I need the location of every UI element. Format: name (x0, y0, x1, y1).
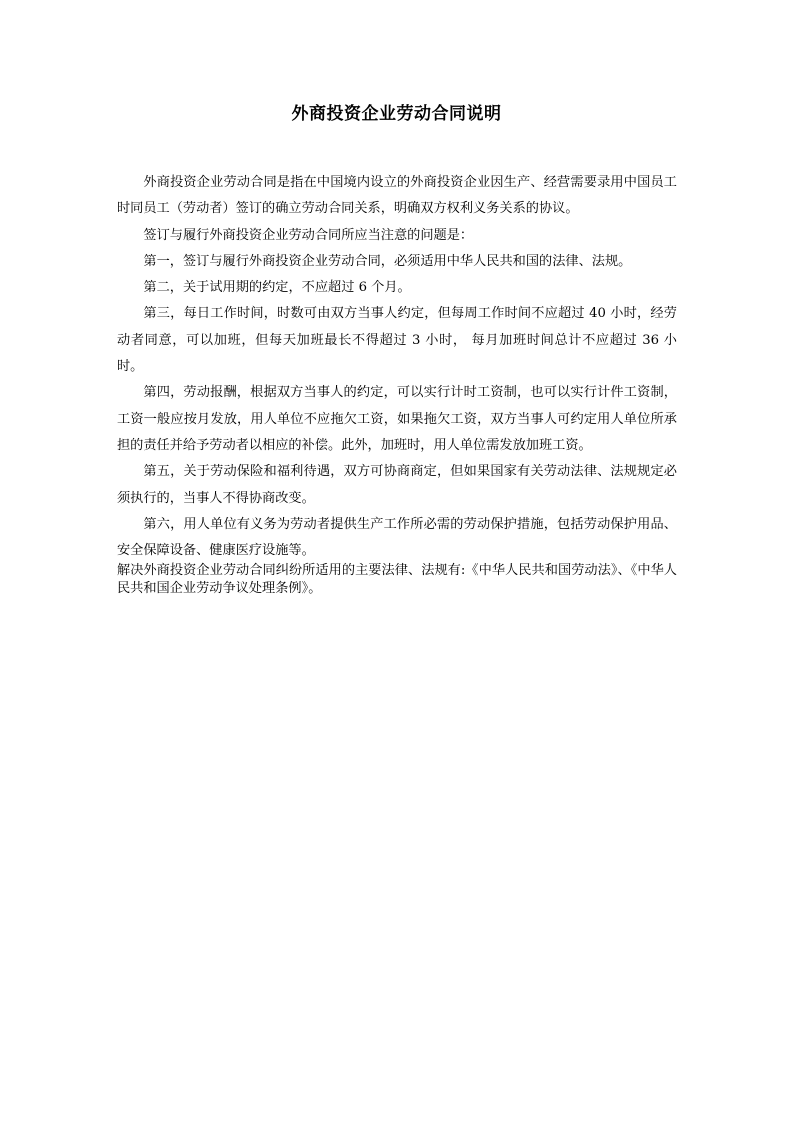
document-body (117, 170, 677, 598)
paragraph-third: 第三，每日工作时间，时数可由双方当事人约定，但每周工作时间不应超过 40 小时，经劳动者同意，可以加班，但每天加班最长不得超过 3 小时， 每月加班时间总计不应超过 36 小时。 (117, 306, 677, 375)
paragraph-first: 第一，签订与履行外商投资企业劳动合同，必须适用中华人民共和国的法律、法规。 (143, 253, 632, 269)
paragraph-fifth: 第五，关于劳动保险和福利待遇，双方可协商商定，但如果国家有关劳动法律、法规规定必须执行的，当事人不得协商改变。 (117, 464, 677, 506)
paragraph-applicable-laws: 解决外商投资企业劳动合同纠纷所适用的主要法律、法规有:《中华人民共和国劳动法》、《中华人民共和国企业劳动争议处理条例》。 (117, 563, 677, 597)
document-title: 外商投资企业劳动合同说明 (291, 104, 502, 124)
paragraph-second: 第二，关于试用期的约定，不应超过 6 个月。 (143, 280, 411, 296)
paragraph-issues-intro: 签订与履行外商投资企业劳动合同所应当注意的问题是： (143, 227, 474, 243)
paragraph-sixth: 第六，用人单位有义务为劳动者提供生产工作所必需的劳动保护措施，包括劳动保护用品、安全保障设备、健康医疗设施等。 (117, 516, 677, 559)
paragraph-definition: 外商投资企业劳动合同是指在中国境内设立的外商投资企业因生产、经营需要录用中国员工时同员工（劳动者）签订的确立劳动合同关系，明确双方权利义务关系的协议。 (117, 175, 677, 217)
paragraph-fourth: 第四，劳动报酬，根据双方当事人的约定，可以实行计时工资制，也可以实行计件工资制，工资一般应按月发放，用人单位不应拖欠工资，如果拖欠工资，双方当事人可约定用人单位所承担的责任并给予劳动者以相应的补偿。此外，加班时，用人单位需发放加班工资。 (117, 385, 677, 453)
